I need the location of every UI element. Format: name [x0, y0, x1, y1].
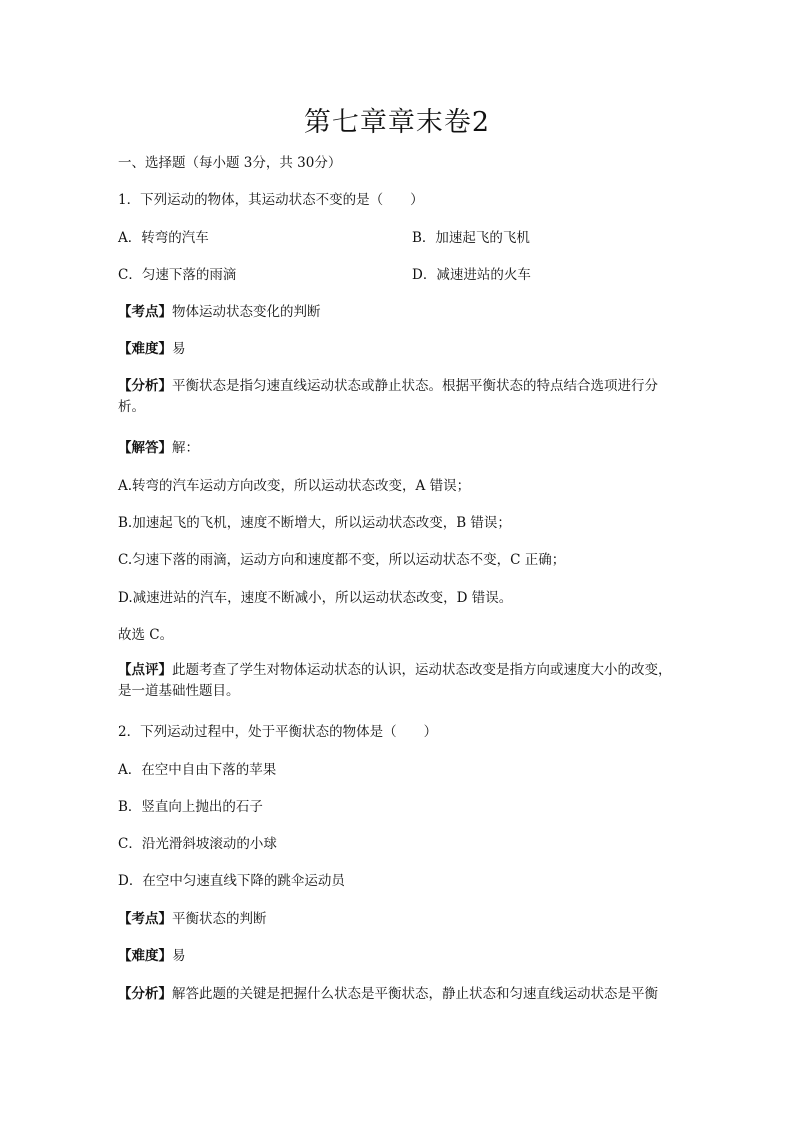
q1-answer: 故选 C。: [118, 627, 174, 643]
q1-option-d: D．减速进站的火车: [412, 267, 531, 283]
q2-option-a: A．在空中自由下落的苹果: [118, 762, 277, 778]
page-title: 第七章章末卷2: [303, 107, 491, 138]
q1-option-c: C．匀速下落的雨滴: [118, 267, 237, 283]
nandu-tag: 【难度】: [118, 948, 172, 964]
nandu-tag: 【难度】: [118, 341, 172, 357]
q2-kaodian: [118, 909, 678, 929]
dianping-text: 此题考查了学生对物体运动状态的认识，运动状态改变是指方向或速度大小的改变，是一道基础性题目。: [118, 662, 672, 699]
fenxi-text: 解答此题的关键是把握什么状态是平衡状态，静止状态和匀速直线运动状态是平衡: [172, 986, 658, 1002]
q1-fenxi: [118, 376, 678, 418]
q2-option-b: B．竖直向上抛出的石子: [118, 799, 263, 815]
fenxi-tag: 【分析】: [118, 378, 172, 394]
jieda-tag: 【解答】: [118, 440, 172, 456]
q2-option-d: D．在空中匀速直线下降的跳伞运动员: [118, 873, 345, 889]
fenxi-tag: 【分析】: [118, 986, 172, 1002]
q1-kaodian: [118, 302, 678, 322]
q2-fenxi: [118, 984, 678, 1004]
q1-solution-c: C.匀速下落的雨滴，运动方向和速度都不变，所以运动状态不变，C 正确；: [118, 552, 566, 568]
q1-option-a: A．转弯的汽车: [118, 230, 209, 246]
q1-dianping: [118, 660, 678, 702]
kaodian-tag: 【考点】: [118, 304, 172, 320]
jieda-text: 解：: [172, 440, 199, 456]
q1-solution-b: B.加速起飞的飞机，速度不断增大，所以运动状态改变，B 错误；: [118, 515, 511, 531]
section-heading: 一、选择题（每小题 3分，共 30分）: [118, 155, 342, 171]
kaodian-text: 平衡状态的判断: [172, 911, 267, 927]
nandu-text: 易: [172, 948, 186, 964]
q2-option-c: C．沿光滑斜坡滚动的小球: [118, 836, 277, 852]
q1-jieda: [118, 438, 678, 458]
fenxi-text: 平衡状态是指匀速直线运动状态或静止状态。根据平衡状态的特点结合选项进行分析。: [118, 378, 658, 415]
dianping-tag: 【点评】: [118, 662, 172, 678]
nandu-text: 易: [172, 341, 186, 357]
q1-option-b: B．加速起飞的飞机: [412, 230, 530, 246]
q2-stem: 2．下列运动过程中，处于平衡状态的物体是（ ）: [118, 724, 438, 740]
q1-stem: 1．下列运动的物体，其运动状态不变的是（ ）: [118, 192, 424, 208]
kaodian-text: 物体运动状态变化的判断: [172, 304, 321, 320]
q1-solution-a: A.转弯的汽车运动方向改变，所以运动状态改变，A 错误；: [118, 478, 471, 494]
q2-nandu: [118, 946, 678, 966]
kaodian-tag: 【考点】: [118, 911, 172, 927]
q1-solution-d: D.减速进站的汽车，速度不断减小，所以运动状态改变，D 错误。: [118, 590, 513, 606]
q1-nandu: [118, 339, 678, 359]
